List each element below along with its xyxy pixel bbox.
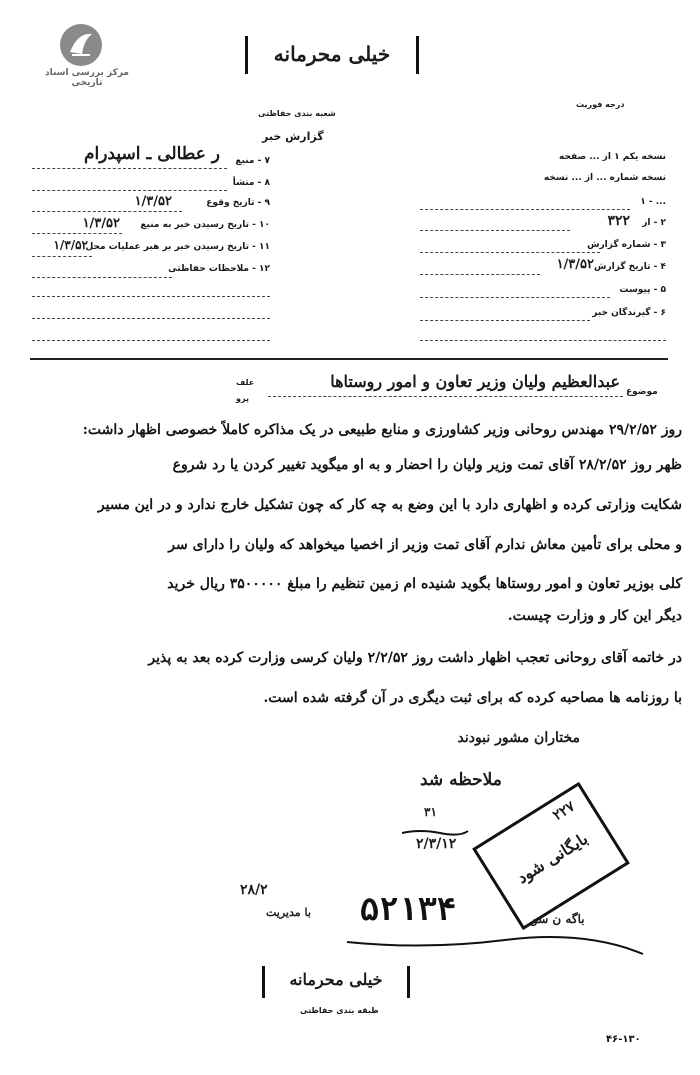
field-label: ۴ - تاریخ گزارش bbox=[594, 262, 666, 272]
signature-date: ۲/۳/۱۲ bbox=[416, 836, 457, 852]
watermark-text: مرکز بررسی اسناد تاریخی bbox=[45, 68, 129, 88]
left-scribble: ۲۸/۲ bbox=[240, 882, 268, 898]
signature-sub: ۳۱ bbox=[424, 805, 437, 819]
footer-stamp-text: خیلی محرمانه bbox=[289, 970, 383, 989]
signature-stroke bbox=[400, 822, 470, 832]
field-label: ۸ - منشأ bbox=[232, 178, 270, 188]
subject-underline bbox=[268, 396, 623, 397]
field-label: ۳ - شماره گزارش bbox=[587, 240, 666, 250]
body-line: روز ۲۹/۲/۵۲ مهندس روحانی وزیر کشاورزی و منابع طبیعی در یک مذاکره کاملاً خصوصی اظهار داشت: bbox=[82, 422, 682, 438]
field-label: ۱۰ - تاریخ رسیدن خبر به منبع bbox=[140, 220, 270, 230]
top-stamp-text: خیلی محرمانه bbox=[273, 42, 391, 66]
field-label: ۶ - گیرندگان خبر bbox=[592, 308, 666, 318]
report-title: گزارش خبر bbox=[262, 130, 324, 143]
field-value: ۱/۳/۵۲ bbox=[53, 238, 88, 252]
field-label: نسخه یکم ۱ از ... صفحه bbox=[559, 152, 666, 162]
field-label: ۱۲ - ملاحظات حفاظتی bbox=[168, 264, 270, 274]
field-label: ۵ - پیوست bbox=[619, 285, 666, 295]
underline-stroke bbox=[345, 930, 645, 960]
body-line: شکایت وزارتی کرده و اظهاری دارد با این وضع به چه کار که چون تشکیل خارج ندارد و در این مسیر bbox=[97, 497, 682, 513]
footer-classification-stamp bbox=[262, 966, 410, 998]
subject-label: موضوع bbox=[626, 387, 658, 397]
body-line: و محلی برای تأمین معاش ندارم آقای تمت وزیر از اخصیا میخواهد که ولیان را دارای سر bbox=[168, 537, 682, 553]
footer-page-code: ۴۶-۱۳۰ bbox=[606, 1034, 641, 1045]
office-label: شعبه بندی حفاظتی bbox=[258, 109, 336, 118]
body-line: کلی بوزیر تعاون و امور روستاها بگوید شنیده ام زمین تنظیم را مبلغ ۳۵۰۰۰۰۰ ریال خرید bbox=[167, 576, 682, 592]
body-line: با روزنامه ها مصاحبه کرده که برای ثبت دیگری در آن گرفته شده است. bbox=[263, 690, 682, 706]
archive-stamp-text: بایگانی شود bbox=[513, 828, 592, 888]
footer-office: طبقه بندی حفاظتی bbox=[300, 1006, 379, 1015]
field-label: ۹ - تاریخ وقوع bbox=[206, 198, 270, 208]
subject-text: عبدالعظیم ولیان وزیر تعاون و امور روستاها bbox=[330, 372, 620, 391]
archive-stamp-number: ۲۲۷ bbox=[550, 798, 578, 825]
field-value: ۱/۳/۵۲ bbox=[134, 194, 172, 209]
field-value: ۱/۳/۵۲ bbox=[82, 216, 120, 231]
field-label: ۷ - منبع bbox=[235, 156, 270, 166]
field-label: ۱ - ... bbox=[640, 197, 666, 207]
signature-initials: ملاحظه شد bbox=[420, 770, 502, 790]
archive-logo bbox=[58, 22, 104, 68]
field-value: ۱/۳/۵۲ bbox=[556, 257, 594, 272]
body-line: دیگر این کار و وزارت چیست. bbox=[507, 608, 682, 624]
subject-side-top: علف bbox=[236, 378, 255, 387]
field-label: ۲ - از bbox=[642, 218, 666, 228]
document-number: ۵۲۱۳۴ bbox=[359, 890, 457, 928]
field-value: ر عطالی ـ اسپدرام bbox=[83, 144, 220, 164]
field-label: ۱۱ - تاریخ رسیدن خبر بر هبر عملیات محل bbox=[85, 242, 270, 252]
section-divider bbox=[30, 358, 668, 360]
body-line: در خاتمه آقای روحانی تعجب اظهار داشت روز ۲/۲/۵۲ ولیان کرسی وزارت کرده بعد به پذیر bbox=[148, 650, 682, 666]
margin-annotation: مختاران مشور نبودند bbox=[457, 730, 580, 746]
field-label: نسخه شماره ... از ... نسخه bbox=[543, 173, 666, 183]
subject-side-bottom: پرو bbox=[236, 394, 249, 403]
body-line: ظهر روز ۲۸/۲/۵۲ آقای تمت وزیر ولیان را احضار و به او میگوید تغییر کردن یا رد شروع bbox=[172, 457, 682, 473]
priority-label: درجه فوریت bbox=[576, 100, 625, 109]
archive-stamp bbox=[472, 782, 630, 930]
field-value: ۳۲۲ bbox=[607, 213, 630, 229]
mid-note: با مدیریت bbox=[266, 906, 311, 919]
bottom-note: باگه ن سو bbox=[532, 912, 585, 926]
top-classification-stamp bbox=[245, 36, 419, 74]
